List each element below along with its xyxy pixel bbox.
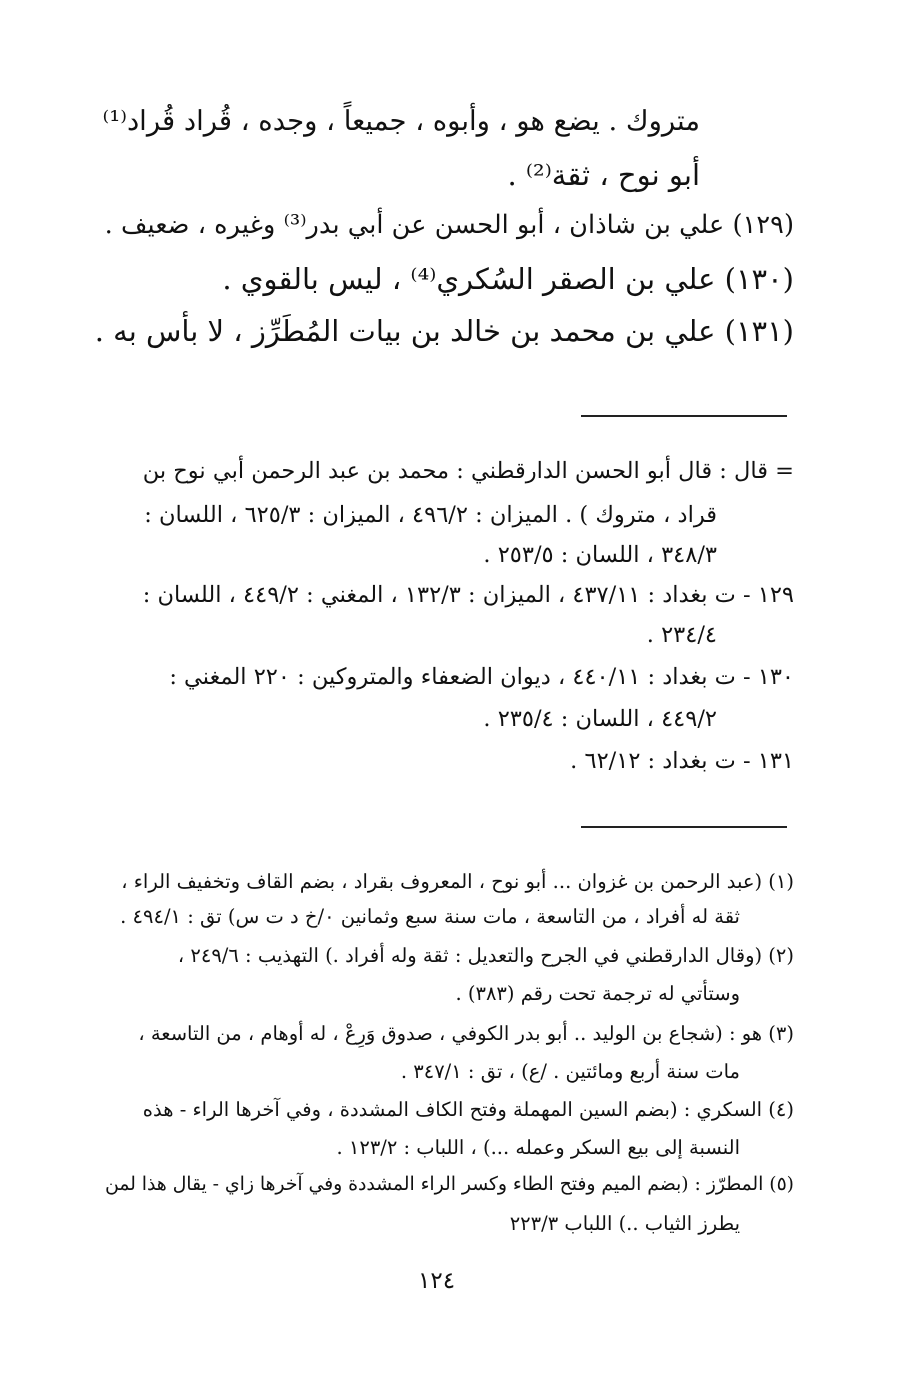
note-130-cont: ٤٤٩/٢ ، اللسان : ٢٣٥/٤ .: [483, 706, 717, 732]
note-131: ١٣١ - ت بغداد : ٦٢/١٢ .: [570, 748, 794, 774]
footnote-2: (٢) (وقال الدارقطني في الجرح والتعديل : ثقة وله أفراد .) التهذيب : ٢٤٩/٦ ،: [177, 944, 794, 967]
footnote-4: (٤) السكري : (بضم السين المهملة وفتح الكاف المشددة ، وفي آخرها الراء - هذه: [142, 1098, 794, 1121]
note-129: ١٢٩ - ت بغداد : ٤٣٧/١١ ، الميزان : ١٣٢/٣ ، المغني : ٤٤٩/٢ ، اللسان :: [142, 582, 794, 608]
note-line-2: قراد ، متروك ) . الميزان : ٤٩٦/٢ ، الميزان : ٦٢٥/٣ ، اللسان :: [144, 502, 717, 528]
entry-131: (١٣١) علي بن محمد بن خالد بن بيات المُطَرِّز ، لا بأس به .: [94, 314, 794, 348]
separator-rule-2: [581, 826, 787, 828]
note-129-cont: ٢٣٤/٤ .: [646, 622, 717, 648]
footnote-5: (٥) المطرّز : (بضم الميم وفتح الطاء وكسر الراء المشددة وفي آخرها زاي - يقال هذا لمن: [104, 1174, 794, 1195]
note-130: ١٣٠ - ت بغداد : ٤٤٠/١١ ، ديوان الضعفاء والمتروكين : ٢٢٠ المغني :: [169, 664, 794, 690]
footnote-4-cont: النسبة إلى بيع السكر وعمله ...) ، اللباب : ١٢٣/٢ .: [336, 1136, 740, 1159]
footnote-5-cont: يطرز الثياب ..) اللباب ٢٢٣/٣: [509, 1212, 740, 1235]
main-line-1: متروك . يضع هو ، وأبوه ، جميعاً ، وجده ، قُراد قُراد⁽¹⁾: [102, 106, 700, 137]
footnote-3: (٣) هو : (شجاع بن الوليد .. أبو بدر الكوفي ، صدوق وَرِعْ ، له أوهام ، من التاسعة ،: [138, 1022, 794, 1045]
note-line-1: = قال : قال أبو الحسن الدارقطني : محمد بن عبد الرحمن أبي نوح بن: [142, 458, 794, 484]
separator-rule-1: [581, 415, 787, 417]
footnote-1: (١) (عبد الرحمن بن غزوان ... أبو نوح ، المعروف بقراد ، بضم القاف وتخفيف الراء ،: [121, 870, 794, 893]
entry-130: (١٣٠) علي بن الصقر السُكري⁽⁴⁾ ، ليس بالقوي .: [222, 262, 794, 296]
page-number: ١٢٤: [418, 1268, 456, 1294]
note-line-3: ٣٤٨/٣ ، اللسان : ٢٥٣/٥ .: [483, 542, 717, 568]
entry-129: (١٢٩) علي بن شاذان ، أبو الحسن عن أبي بدر⁽³⁾ وغيره ، ضعيف .: [104, 210, 794, 240]
footnote-3-cont: مات سنة أربع ومائتين . /ع) ، تق : ٣٤٧/١ .: [400, 1060, 740, 1083]
footnote-1-cont: ثقة له أفراد ، من التاسعة ، مات سنة سبع وثمانين ٠/خ د ت س) تق : ٤٩٤/١ .: [120, 905, 740, 928]
main-line-2: أبو نوح ، ثقة⁽²⁾ .: [507, 158, 700, 192]
footnote-2-cont: وستأتي له ترجمة تحت رقم (٣٨٣) .: [455, 982, 740, 1005]
